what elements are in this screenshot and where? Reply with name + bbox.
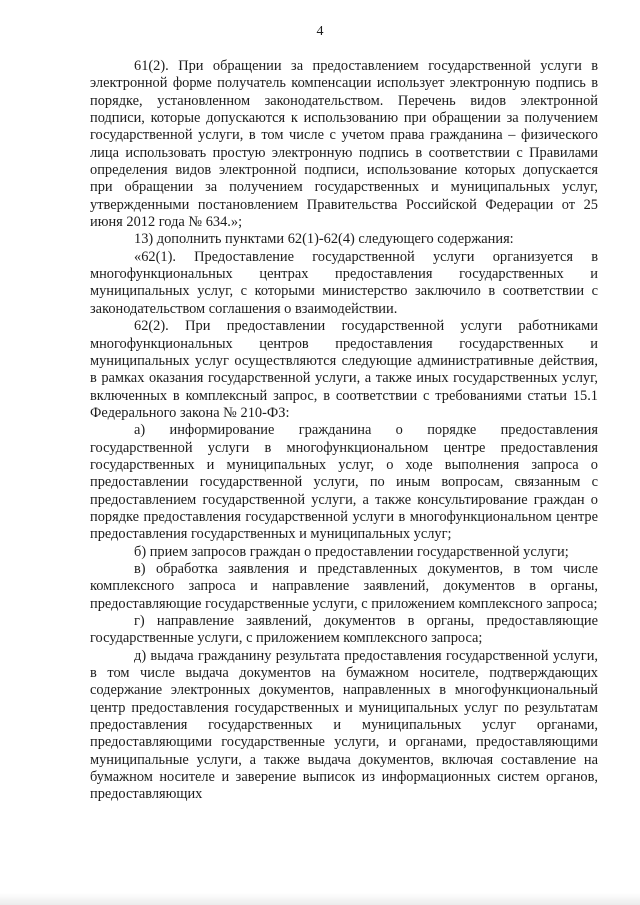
list-item-g: г) направление заявлений, документов в органы, предоставляющие государственные услуги, с приложением комплексного запроса; [90, 613, 598, 647]
paragraph-item-13: 13) дополнить пунктами 62(1)-62(4) следующего содержания: [134, 231, 514, 248]
list-item-a: а) информирование гражданина о порядке предоставления государственной услуги в многофункциональном центре предоставления государственных и муниципальных услуг, о ходе выполнения запроса о предоставлении государственной услуги, по иным вопросам, связанным с предоставлением государственной услуги, а также консультирование граждан о порядке предоставления государственной услуги в многофункциональном центре предоставления государственных и муниципальных услуг; [90, 422, 598, 543]
paragraph-62-2: 62(2). При предоставлении государственной услуги работниками многофункциональных центров предоставления государственных и муниципальных услуг осуществляются следующие административные действия, в рамках оказания государственной услуги, а также иных государственных услуг, включенных в комплексный запрос, в соответствии с требованиями статьи 15.1 Федерального закона № 210-ФЗ: [90, 318, 598, 421]
list-item-v: в) обработка заявления и представленных документов, в том числе комплексного запроса и направление заявлений, документов в органы, предоставляющие государственные услуги, с приложением комплексного запроса; [90, 560, 598, 612]
list-item-b: б) прием запросов граждан о предоставлении государственной услуги; [134, 543, 569, 560]
document-body [90, 58, 598, 804]
list-item-d: д) выдача гражданину результата предоставления государственной услуги, в том числе выдача документов на бумажном носителе, подтверждающих содержание электронных документов, направленных в многофункциональный центр предоставления государственных и муниципальных услуг по результатам предоставления государственных и муниципальных услуг органами, предоставляющими государственные услуги, и органами, предоставляющими муниципальные услуги, а также выдача документов, включая составление на бумажном носителе и заверение выписок из информационных систем органов, предоставляющих [90, 647, 598, 803]
page-number: 4 [316, 24, 324, 39]
paragraph-61-2: 61(2). При обращении за предоставлением государственной услуги в электронной форме получатель компенсации использует электронную подпись в порядке, установленном законодательством. Перечень видов электронной подписи, которые допускаются к использованию при обращении за получением государственной услуги, в том числе с учетом права гражданина – физического лица использовать простую электронную подпись в соответствии с Правилами определения видов электронной подписи, использование которых допускается при обращении за получением государственных и муниципальных услуг, утвержденными постановлением Правительства Российской Федерации от 25 июня 2012 года № 634.»; [90, 58, 598, 231]
paragraph-62-1: «62(1). Предоставление государственной услуги организуется в многофункциональных центрах предоставления государственных и муниципальных услуг, с которыми министерство заключило в соответствии с законодательством соглашения о взаимодействии. [90, 248, 598, 317]
scan-edge-shadow [0, 893, 640, 905]
